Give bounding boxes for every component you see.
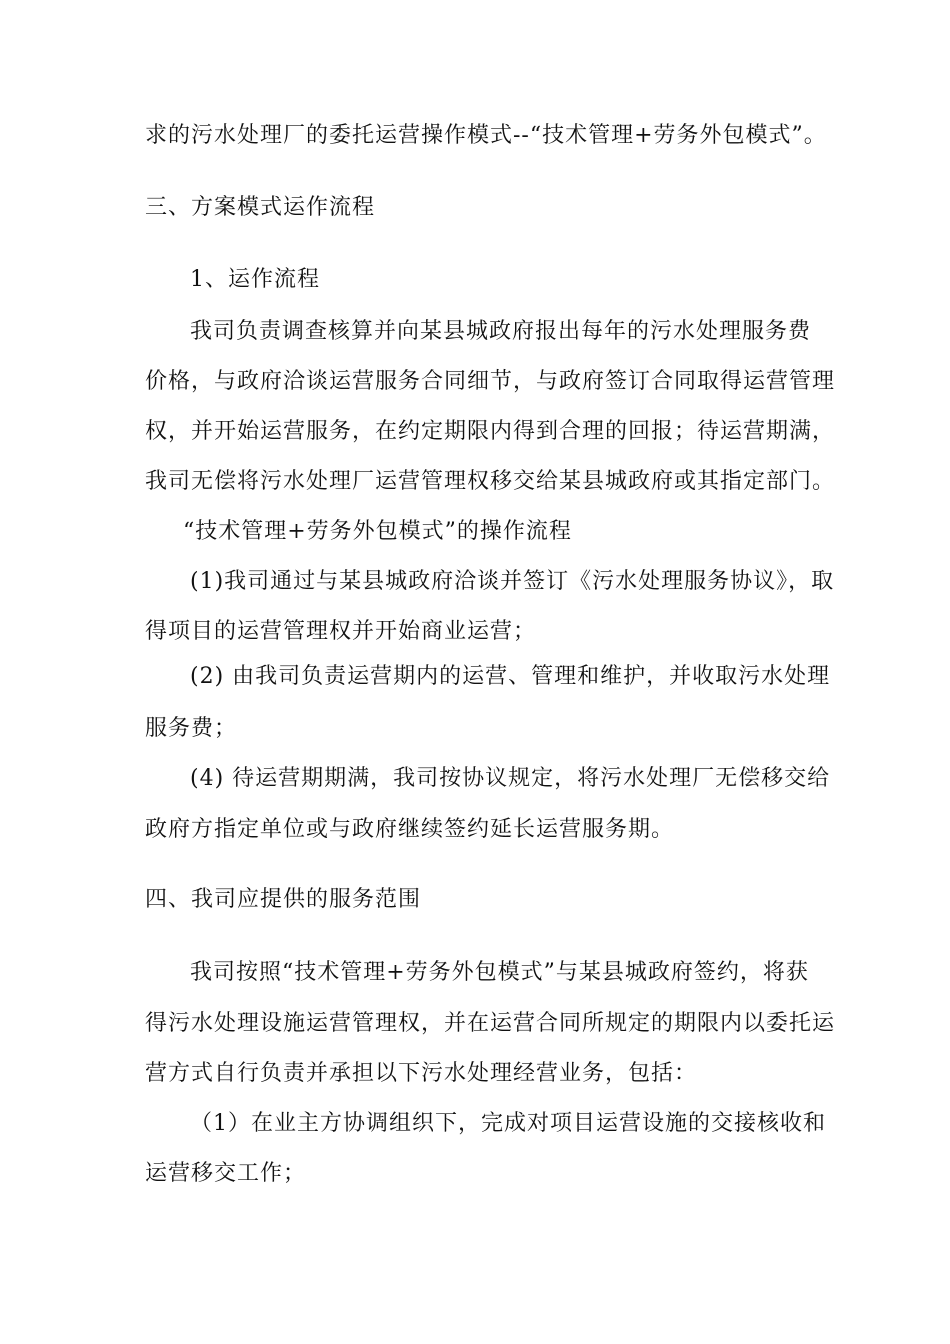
paragraph-line: 服务费； — [145, 716, 238, 741]
paragraph-line: 求的污水处理厂的委托运营操作模式--“技术管理+劳务外包模式”。 — [145, 123, 827, 148]
paragraph-line: 营方式自行负责并承担以下污水处理经营业务，包括： — [145, 1061, 698, 1086]
paragraph-line: 我司负责调查核算并向某县城政府报出每年的污水处理服务费 — [190, 319, 812, 344]
paragraph-line: (4) 待运营期期满，我司按协议规定，将污水处理厂无偿移交给 — [190, 766, 831, 791]
paragraph-line: 我司按照“技术管理+劳务外包模式”与某县城政府签约，将获 — [190, 960, 809, 985]
section-heading: 四、我司应提供的服务范围 — [145, 887, 422, 912]
paragraph-line: 政府方指定单位或与政府继续签约延长运营服务期。 — [145, 817, 675, 842]
subsection-heading: 1、运作流程 — [190, 267, 320, 292]
paragraph-line: 我司无偿将污水处理厂运营管理权移交给某县城政府或其指定部门。 — [145, 469, 836, 494]
paragraph-line: 得项目的运营管理权并开始商业运营； — [145, 619, 537, 644]
paragraph-line: （1）在业主方协调组织下，完成对项目运营设施的交接核收和 — [190, 1111, 826, 1136]
paragraph-line: (1)我司通过与某县城政府洽谈并签订《污水处理服务协议》，取 — [190, 569, 835, 594]
paragraph-line: 运营移交工作； — [145, 1161, 307, 1186]
paragraph-line: 价格，与政府洽谈运营服务合同细节，与政府签订合同取得运营管理 — [145, 369, 836, 394]
paragraph-line: “技术管理+劳务外包模式”的操作流程 — [183, 519, 572, 544]
paragraph-line: (2) 由我司负责运营期内的运营、管理和维护，并收取污水处理 — [190, 664, 831, 689]
paragraph-line: 得污水处理设施运营管理权，并在运营合同所规定的期限内以委托运 — [145, 1011, 836, 1036]
section-heading: 三、方案模式运作流程 — [145, 195, 376, 220]
paragraph-line: 权，并开始运营服务，在约定期限内得到合理的回报；待运营期满， — [145, 419, 836, 444]
